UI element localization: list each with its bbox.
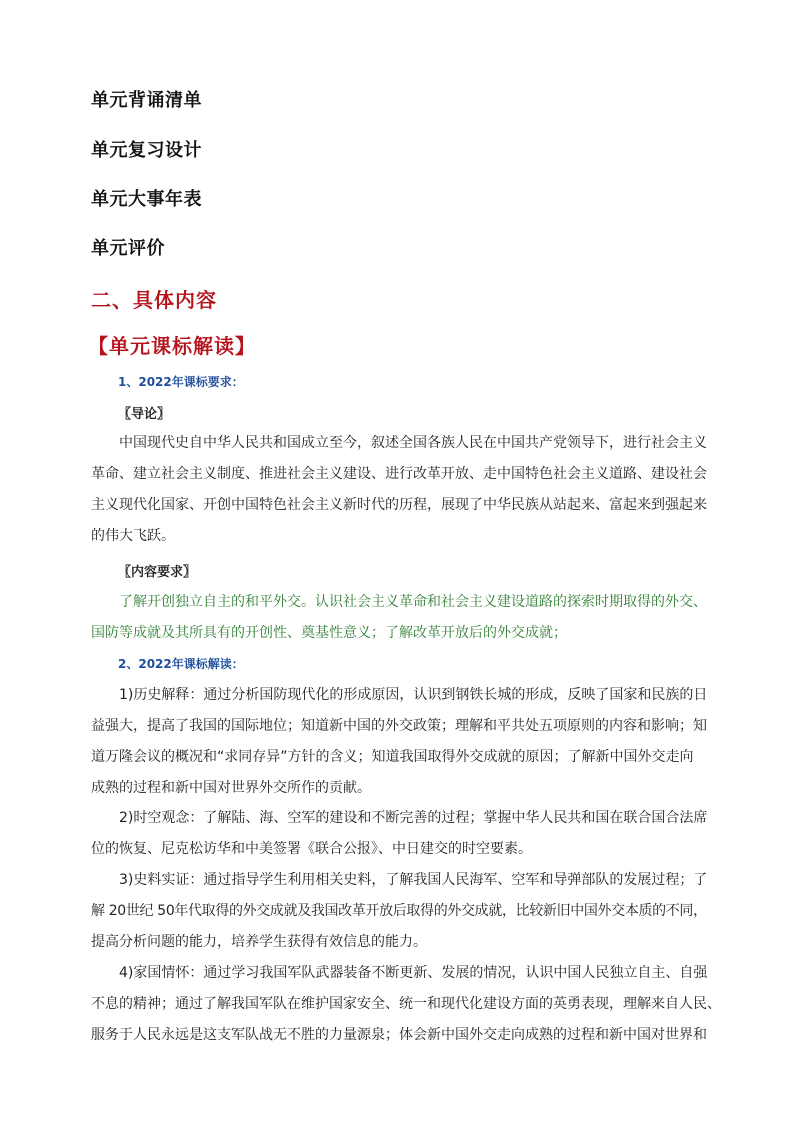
section-subtitle: 【单元课标解读】 — [88, 334, 256, 358]
text-line: 解 20世纪 50年代取得的外交成就及我国改革开放后取得的外交成就，比较新旧中国外交本质的不同， — [91, 903, 707, 919]
text-line: 服务于人民永远是这支军队战无不胜的力量源泉；体会新中国外交走向成熟的过程和新中国对世界和 — [91, 1027, 707, 1043]
text-line: 不息的精神；通过了解我国军队在维护国家安全、统一和现代化建设方面的英勇表现，理解来自人民、 — [91, 996, 721, 1012]
text-line: 3)史料实证：通过指导学生利用相关史料，了解我国人民海军、空军和导弹部队的发展过程；了 — [119, 872, 708, 888]
text-line: 革命、建立社会主义制度、推进社会主义建设、进行改革开放、走中国特色社会主义道路、建设社会 — [91, 466, 707, 482]
spatiotemporal-paragraph — [91, 803, 708, 865]
historical-interpretation-paragraph — [91, 680, 708, 804]
section-title: 二、具体内容 — [91, 288, 217, 312]
text-line: 国防等成就及其所具有的开创性、奠基性意义；了解改革开放后的外交成就； — [91, 625, 567, 641]
content-requirements-tag: 〖内容要求〗 — [118, 565, 197, 580]
text-line: 的伟大飞跃。 — [91, 528, 175, 544]
interpretation-label: 2、2022年课标解读： — [118, 657, 244, 671]
intro-paragraph — [91, 428, 707, 552]
text-line: 1)历史解释：通过分析国防现代化的形成原因，认识到钢铁长城的形成，反映了国家和民族的日 — [119, 687, 708, 703]
text-line: 道万隆会议的概况和“求同存异”方针的含义；知道我国取得外交成就的原因；了解新中国外交走向 — [91, 749, 694, 765]
toc-item-review-design: 单元复习设计 — [91, 140, 202, 161]
text-line: 提高分析问题的能力，培养学生获得有效信息的能力。 — [91, 934, 427, 950]
text-line: 4)家国情怀：通过学习我国军队武器装备不断更新、发展的情况，认识中国人民独立自主、自强 — [119, 965, 708, 981]
toc-item-recitation-list: 单元背诵清单 — [91, 90, 202, 111]
text-line: 成熟的过程和新中国对世界外交所作的贡献。 — [91, 780, 371, 796]
text-line: 中国现代史自中华人民共和国成立至今，叙述全国各族人民在中国共产党领导下，进行社会主义 — [119, 435, 707, 451]
historical-evidence-paragraph — [91, 865, 708, 958]
text-line: 了解开创独立自主的和平外交。认识社会主义革命和社会主义建设道路的探索时期取得的外交、 — [119, 594, 707, 610]
text-line: 益强大，提高了我国的国际地位；知道新中国的外交政策；理解和平共处五项原则的内容和影响；知 — [91, 718, 707, 734]
intro-tag: 〖导论〗 — [118, 407, 171, 422]
content-requirements-paragraph — [91, 587, 707, 649]
toc-item-evaluation: 单元评价 — [91, 238, 165, 259]
text-line: 主义现代化国家、开创中国特色社会主义新时代的历程，展现了中华民族从站起来、富起来到强起来 — [91, 497, 707, 513]
patriotism-paragraph — [91, 958, 721, 1051]
text-line: 位的恢复、尼克松访华和中美签署《联合公报》、中日建交的时空要素。 — [91, 841, 532, 857]
toc-item-chronology: 单元大事年表 — [91, 189, 202, 210]
requirements-label: 1、2022年课标要求： — [118, 375, 244, 389]
text-line: 2)时空观念：了解陆、海、空军的建设和不断完善的过程；掌握中华人民共和国在联合国合法席 — [119, 810, 708, 826]
